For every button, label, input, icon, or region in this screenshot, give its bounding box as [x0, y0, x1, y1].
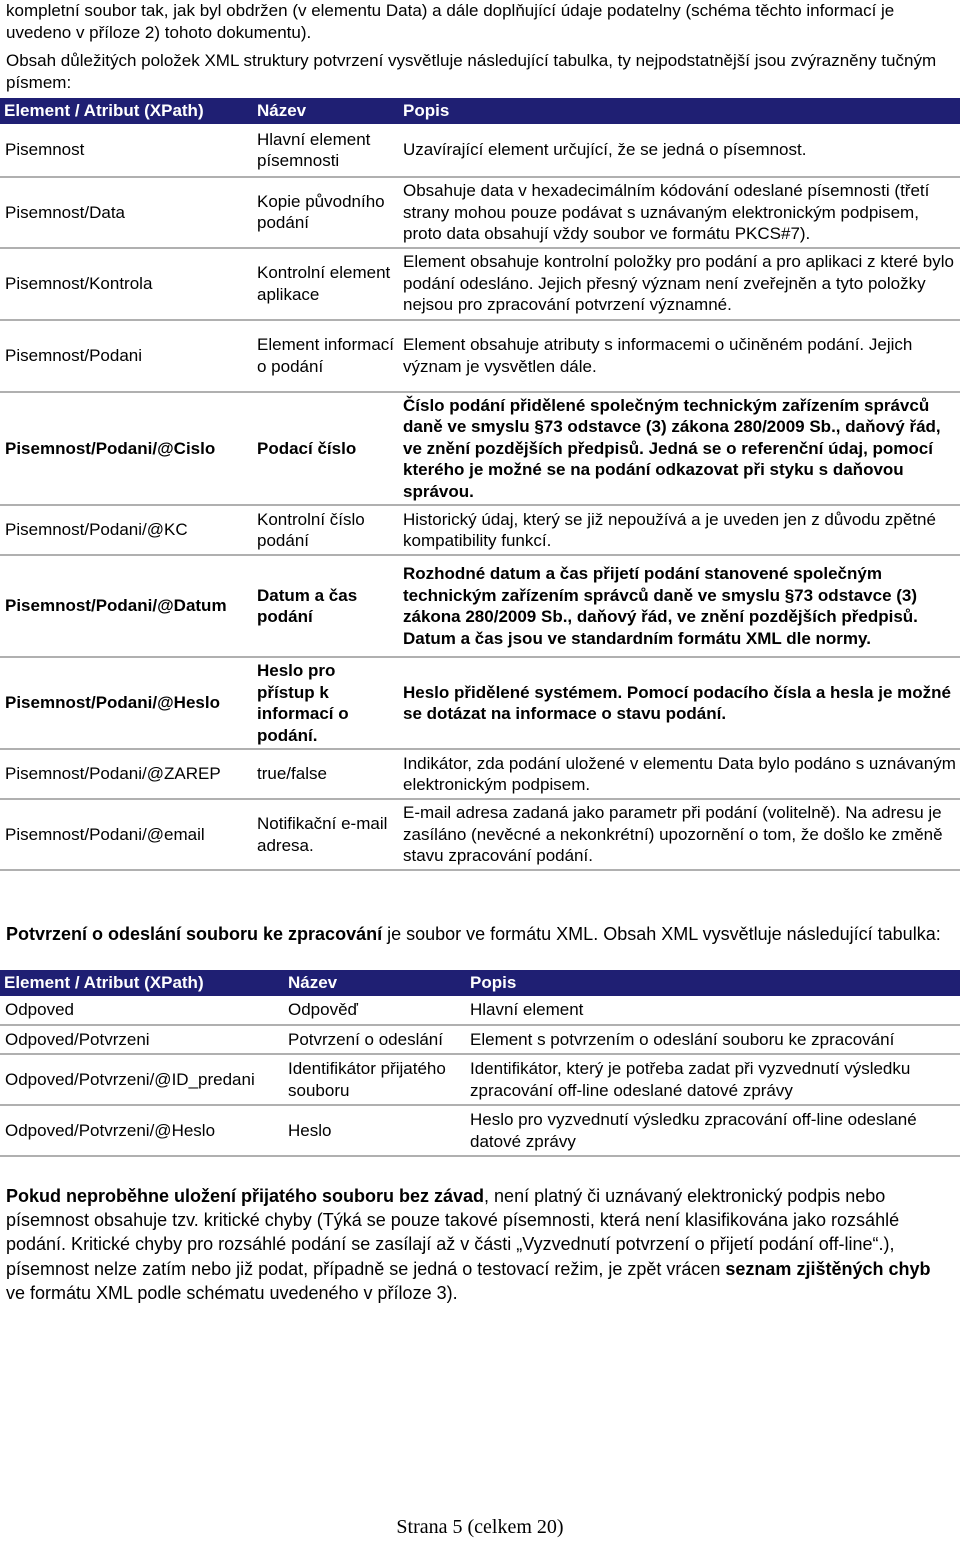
element-path-cell: Pisemnost/Podani/@Datum	[0, 555, 253, 657]
element-name-cell: Hlavní element písemnosti	[253, 124, 399, 177]
element-path-cell: Pisemnost/Podani/@Heslo	[0, 657, 253, 749]
closing-text-2: ve formátu XML podle schématu uvedeného v příloze 3).	[6, 1282, 458, 1303]
table-row	[0, 1054, 960, 1105]
closing-bold-2: seznam zjištěných chyb	[725, 1258, 931, 1279]
element-path-cell: Pisemnost/Podani/@Cislo	[0, 392, 253, 506]
element-path-cell: Odpoved	[0, 996, 284, 1025]
element-name-cell: Odpověď	[284, 996, 466, 1025]
middle-text: je soubor ve formátu XML. Obsah XML vysvětluje následující tabulka:	[382, 924, 941, 944]
element-description-cell: Hlavní element	[466, 996, 960, 1025]
potvrzeni-table	[0, 98, 960, 871]
element-path-cell: Pisemnost/Data	[0, 177, 253, 248]
table-row	[0, 996, 960, 1025]
table-header-row	[0, 970, 960, 996]
element-name-cell: Kontrolní element aplikace	[253, 248, 399, 320]
column-header-description: Popis	[399, 98, 960, 124]
column-header-path: Element / Atribut (XPath)	[0, 970, 284, 996]
element-name-cell: Datum a čas podání	[253, 555, 399, 657]
element-description-cell: Indikátor, zda podání uložené v elementu Data bylo podáno s uznávaným elektronickým podpisem.	[399, 749, 960, 799]
table-header-row	[0, 98, 960, 124]
element-description-cell: Heslo přidělené systémem. Pomocí podacího čísla a hesla je možné se dotázat na informace o stavu podání.	[399, 657, 960, 749]
element-description-cell: Identifikátor, který je potřeba zadat při vyzvednutí výsledku zpracování off-line odeslané datové zprávy	[466, 1054, 960, 1105]
closing-text-1: , není platný či uznávaný elektronický podpis nebo písemnost obsahuje tzv. kritické chyby (Týká se pouze takové písemnosti, která není klasifikována jako rozsáhlé podání. Kritické chyby pro rozsáhlé podání se zasílají až v části „Vyzvednutí potvrzení o přijetí podání off-line“.), písemnost nelze zatím nebo již podat, případně se jedná o testovací režim, je zpět vrácen	[6, 1186, 900, 1279]
element-path-cell: Pisemnost/Podani	[0, 320, 253, 392]
page-footer: Strana 5 (celkem 20)	[396, 1516, 564, 1538]
table-row	[0, 248, 960, 320]
table-row	[0, 799, 960, 870]
element-description-cell: Číslo podání přidělené společným technickým zařízením správců daně ve smyslu §73 odstavce (3) zákona 280/2009 Sb., daňový řád, ve znění pozdějších předpisů. Jedná se o referenční údaj, pomocí kterého je možné se na podání odkazovat při styku s daňovou správou.	[399, 392, 960, 506]
element-name-cell: Notifikační e-mail adresa.	[253, 799, 399, 870]
table-row	[0, 749, 960, 799]
column-header-name: Název	[253, 98, 399, 124]
element-name-cell: Heslo pro přístup k informací o podání.	[253, 657, 399, 749]
element-description-cell: Rozhodné datum a čas přijetí podání stanovené společným technickým zařízením správců daně ve smyslu §73 odstavce (3) zákona 280/2009 Sb., daňový řád, ve znění pozdějších předpisů. Datum a čas jsou ve standardním formátu XML dle normy.	[399, 555, 960, 657]
element-path-cell: Odpoved/Potvrzeni	[0, 1025, 284, 1054]
table-row	[0, 320, 960, 392]
column-header-description: Popis	[466, 970, 960, 996]
element-path-cell: Pisemnost/Podani/@email	[0, 799, 253, 870]
element-description-cell: Element s potvrzením o odeslání souboru ke zpracování	[466, 1025, 960, 1054]
element-path-cell: Odpoved/Potvrzeni/@ID_predani	[0, 1054, 284, 1105]
element-name-cell: Podací číslo	[253, 392, 399, 506]
table-row	[0, 1025, 960, 1054]
table-row	[0, 505, 960, 555]
odpoved-table	[0, 970, 960, 1157]
table-row	[0, 177, 960, 248]
element-description-cell: Obsahuje data v hexadecimálním kódování odeslané písemnosti (třetí strany mohou pouze podávat s uznávaným elektronickým podpisem, proto data obsahují vždy soubor ve formátu PKCS#7).	[399, 177, 960, 248]
element-description-cell: Heslo pro vyzvednutí výsledku zpracování off-line odeslané datové zprávy	[466, 1105, 960, 1156]
intro-paragraph-2: Obsah důležitých položek XML struktury potvrzení vysvětluje následující tabulka, ty nejpodstatnější jsou zvýrazněny tučným písmem:	[6, 51, 937, 92]
middle-paragraph	[6, 923, 951, 946]
table-row	[0, 1105, 960, 1156]
element-name-cell: Potvrzení o odeslání	[284, 1025, 466, 1054]
column-header-path: Element / Atribut (XPath)	[0, 98, 253, 124]
table-row	[0, 124, 960, 177]
element-description-cell: Historický údaj, který se již nepoužívá a je uveden jen z důvodu zpětné kompatibility funkcí.	[399, 505, 960, 555]
element-path-cell: Pisemnost/Kontrola	[0, 248, 253, 320]
element-name-cell: Heslo	[284, 1105, 466, 1156]
table-row	[0, 392, 960, 506]
element-description-cell: Element obsahuje atributy s informacemi o učiněném podání. Jejich význam je vysvětlen dále.	[399, 320, 960, 392]
element-path-cell: Pisemnost	[0, 124, 253, 177]
closing-paragraph	[6, 1184, 951, 1305]
table-row	[0, 555, 960, 657]
element-description-cell: Uzavírající element určující, že se jedná o písemnost.	[399, 124, 960, 177]
element-name-cell: Kopie původního podání	[253, 177, 399, 248]
element-description-cell: E-mail adresa zadaná jako parametr při podání (volitelně). Na adresu je zasíláno (nevěcné a nekonkrétní) upozornění o tom, že došlo ke změně stavu zpracování podání.	[399, 799, 960, 870]
column-header-name: Název	[284, 970, 466, 996]
element-name-cell: true/false	[253, 749, 399, 799]
intro-paragraph-1: kompletní soubor tak, jak byl obdržen (v elementu Data) a dále doplňující údaje podatelny (schéma těchto informací je uvedeno v příloze 2) tohoto dokumentu).	[6, 1, 895, 42]
element-name-cell: Identifikátor přijatého souboru	[284, 1054, 466, 1105]
element-path-cell: Pisemnost/Podani/@ZAREP	[0, 749, 253, 799]
closing-bold-1: Pokud neproběhne uložení přijatého souboru bez závad	[6, 1186, 485, 1206]
element-path-cell: Pisemnost/Podani/@KC	[0, 505, 253, 555]
element-path-cell: Odpoved/Potvrzeni/@Heslo	[0, 1105, 284, 1156]
table-row	[0, 657, 960, 749]
middle-bold-text: Potvrzení o odeslání souboru ke zpracování	[6, 924, 383, 944]
element-name-cell: Element informací o podání	[253, 320, 399, 392]
element-description-cell: Element obsahuje kontrolní položky pro podání a pro aplikaci z které bylo podání odesláno. Jejich přesný význam není zveřejněn a tyto položky nejsou pro zpracování potvrzení významné.	[399, 248, 960, 320]
element-name-cell: Kontrolní číslo podání	[253, 505, 399, 555]
